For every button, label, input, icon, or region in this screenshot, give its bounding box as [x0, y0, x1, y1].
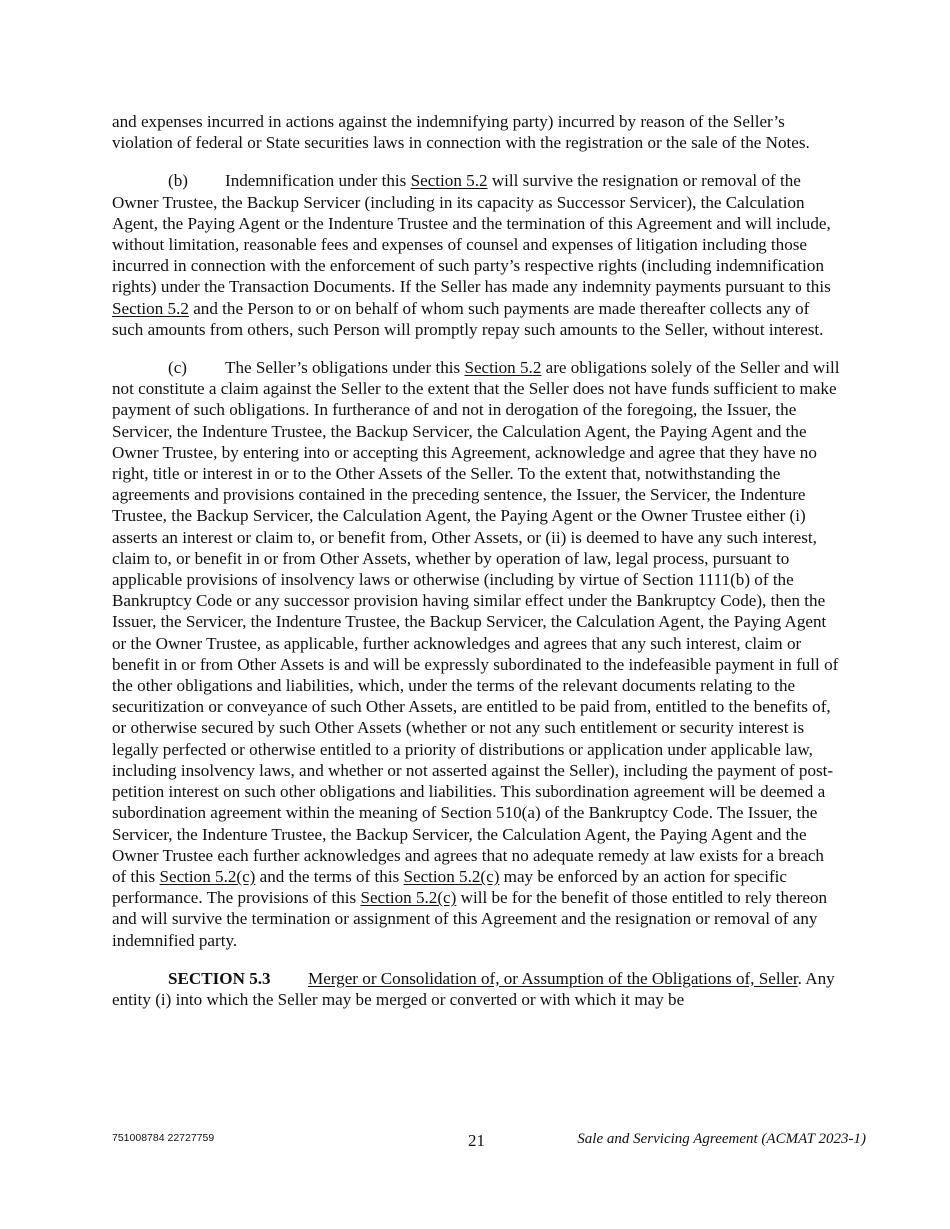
section-5-3-text: Any entity (i) into which the Seller may be merged or converted or with which it may be — [112, 968, 835, 1009]
paragraph-b-text-1: Indemnification under this — [225, 171, 411, 191]
page-footer — [112, 1131, 866, 1153]
section-5-3 — [112, 968, 842, 1010]
paragraph-c-text-1: The Seller’s obligations under this — [225, 358, 465, 378]
section-title-period: . — [797, 968, 802, 988]
paragraph-c-text-4: may be enforced by an action for specific performance. The provisions of this — [112, 866, 788, 908]
footer-document-id: 751008784 22727759 — [112, 1132, 215, 1144]
section-reference: Section 5.2(c) — [360, 888, 457, 908]
footer-document-title: Sale and Servicing Agreement (ACMAT 2023-1) — [577, 1131, 866, 1147]
page-number: 21 — [468, 1131, 485, 1150]
section-heading: SECTION 5.3 — [168, 968, 271, 988]
section-reference: Section 5.2(c) — [159, 866, 256, 886]
paragraph-b-label: (b) — [168, 171, 188, 191]
section-reference: Section 5.2 — [112, 298, 189, 318]
paragraph-b-text-2: will survive the resignation or removal of the Owner Trustee, the Backup Servicer (including in its capacity as Successor Servicer), the Calculation Agent, the Paying Agent or the Indenture Trustee and the termination of this Agreement and will include, without limitation, reasonable fees and expenses of counsel and expenses of litigation including those incurred in connection with the enforcement of such party’s respective rights (including indemnification rights) under the Transaction Documents. If the Seller has made any indemnity payments pursuant to this — [112, 171, 831, 297]
paragraph-c-text-3: and the terms of this — [255, 866, 404, 886]
document-body — [112, 111, 842, 1010]
section-title: Merger or Consolidation of, or Assumption of the Obligations of, Seller — [308, 968, 798, 988]
paragraph-c-text-2: are obligations solely of the Seller and will not constitute a claim against the Seller to the extent that the Seller does not have funds sufficient to make payment of such obligations. In furtherance of and not in derogation of the foregoing, the Issuer, the Servicer, the Indenture Trustee, the Backup Servicer, the Calculation Agent, the Paying Agent and the Owner Trustee, by entering into or accepting this Agreement, acknowledge and agree that they have no right, title or interest in or to the Other Assets of the Seller. To the extent that, notwithstanding the agreements and provisions contained in the preceding sentence, the Issuer, the Servicer, the Indenture Trustee, the Backup Servicer, the Calculation Agent, the Paying Agent or the Owner Trustee either (i) asserts an interest or claim to, or benefit from, Other Assets, or (ii) is deemed to have any such interest, claim to, or benefit in or from Other Assets, whether by operation of law, legal process, pursuant to applicable provisions of insolvency laws or otherwise (including by virtue of Section 1111(b) of the Bankruptcy Code or any successor provision having similar effect under the Bankruptcy Code), then the Issuer, the Servicer, the Indenture Trustee, the Backup Servicer, the Calculation Agent, the Paying Agent or the Owner Trustee, as applicable, further acknowledges and agrees that any such interest, claim or benefit in or from Other Assets is and will be expressly subordinated to the indefeasible payment in full of the other obligations and liabilities, which, under the terms of the relevant documents relating to the securitization or conveyance of such Other Assets, are entitled to be paid from, entitled to the benefits of, or otherwise secured by such Other Assets (whether or not any such entitlement or security interest is legally perfected or otherwise entitled to a priority of distributions or application under applicable law, including insolvency laws, and whether or not asserted against the Seller), including the payment of post-petition interest on such other obligations and liabilities. This subordination agreement will be deemed a subordination agreement within the meaning of Section 510(a) of the Bankruptcy Code. The Issuer, the Servicer, the Indenture Trustee, the Backup Servicer, the Calculation Agent, the Paying Agent and the Owner Trustee each further acknowledges and agrees that no adequate remedy at law exists for a breach of this — [112, 358, 840, 886]
paragraph-continuation — [112, 111, 842, 153]
paragraph-continuation-text: and expenses incurred in actions against the indemnifying party) incurred by reason of the Seller’s violation of federal or State securities laws in connection with the registration or the sale of the Notes. — [112, 112, 810, 153]
paragraph-c-label: (c) — [168, 358, 187, 378]
paragraph-b-text-3: and the Person to or on behalf of whom such payments are made thereafter collects any of such amounts from others, such Person will promptly repay such amounts to the Seller, without interest. — [112, 298, 824, 339]
section-reference: Section 5.2(c) — [403, 866, 500, 886]
section-reference: Section 5.2 — [410, 171, 488, 191]
section-reference: Section 5.2 — [464, 358, 542, 378]
paragraph-b — [112, 170, 842, 340]
paragraph-c-text-5: will be for the benefit of those entitled to rely thereon and will survive the termination or assignment of this Agreement and the resignation or removal of any indemnified party. — [112, 888, 828, 950]
paragraph-c — [112, 357, 842, 951]
